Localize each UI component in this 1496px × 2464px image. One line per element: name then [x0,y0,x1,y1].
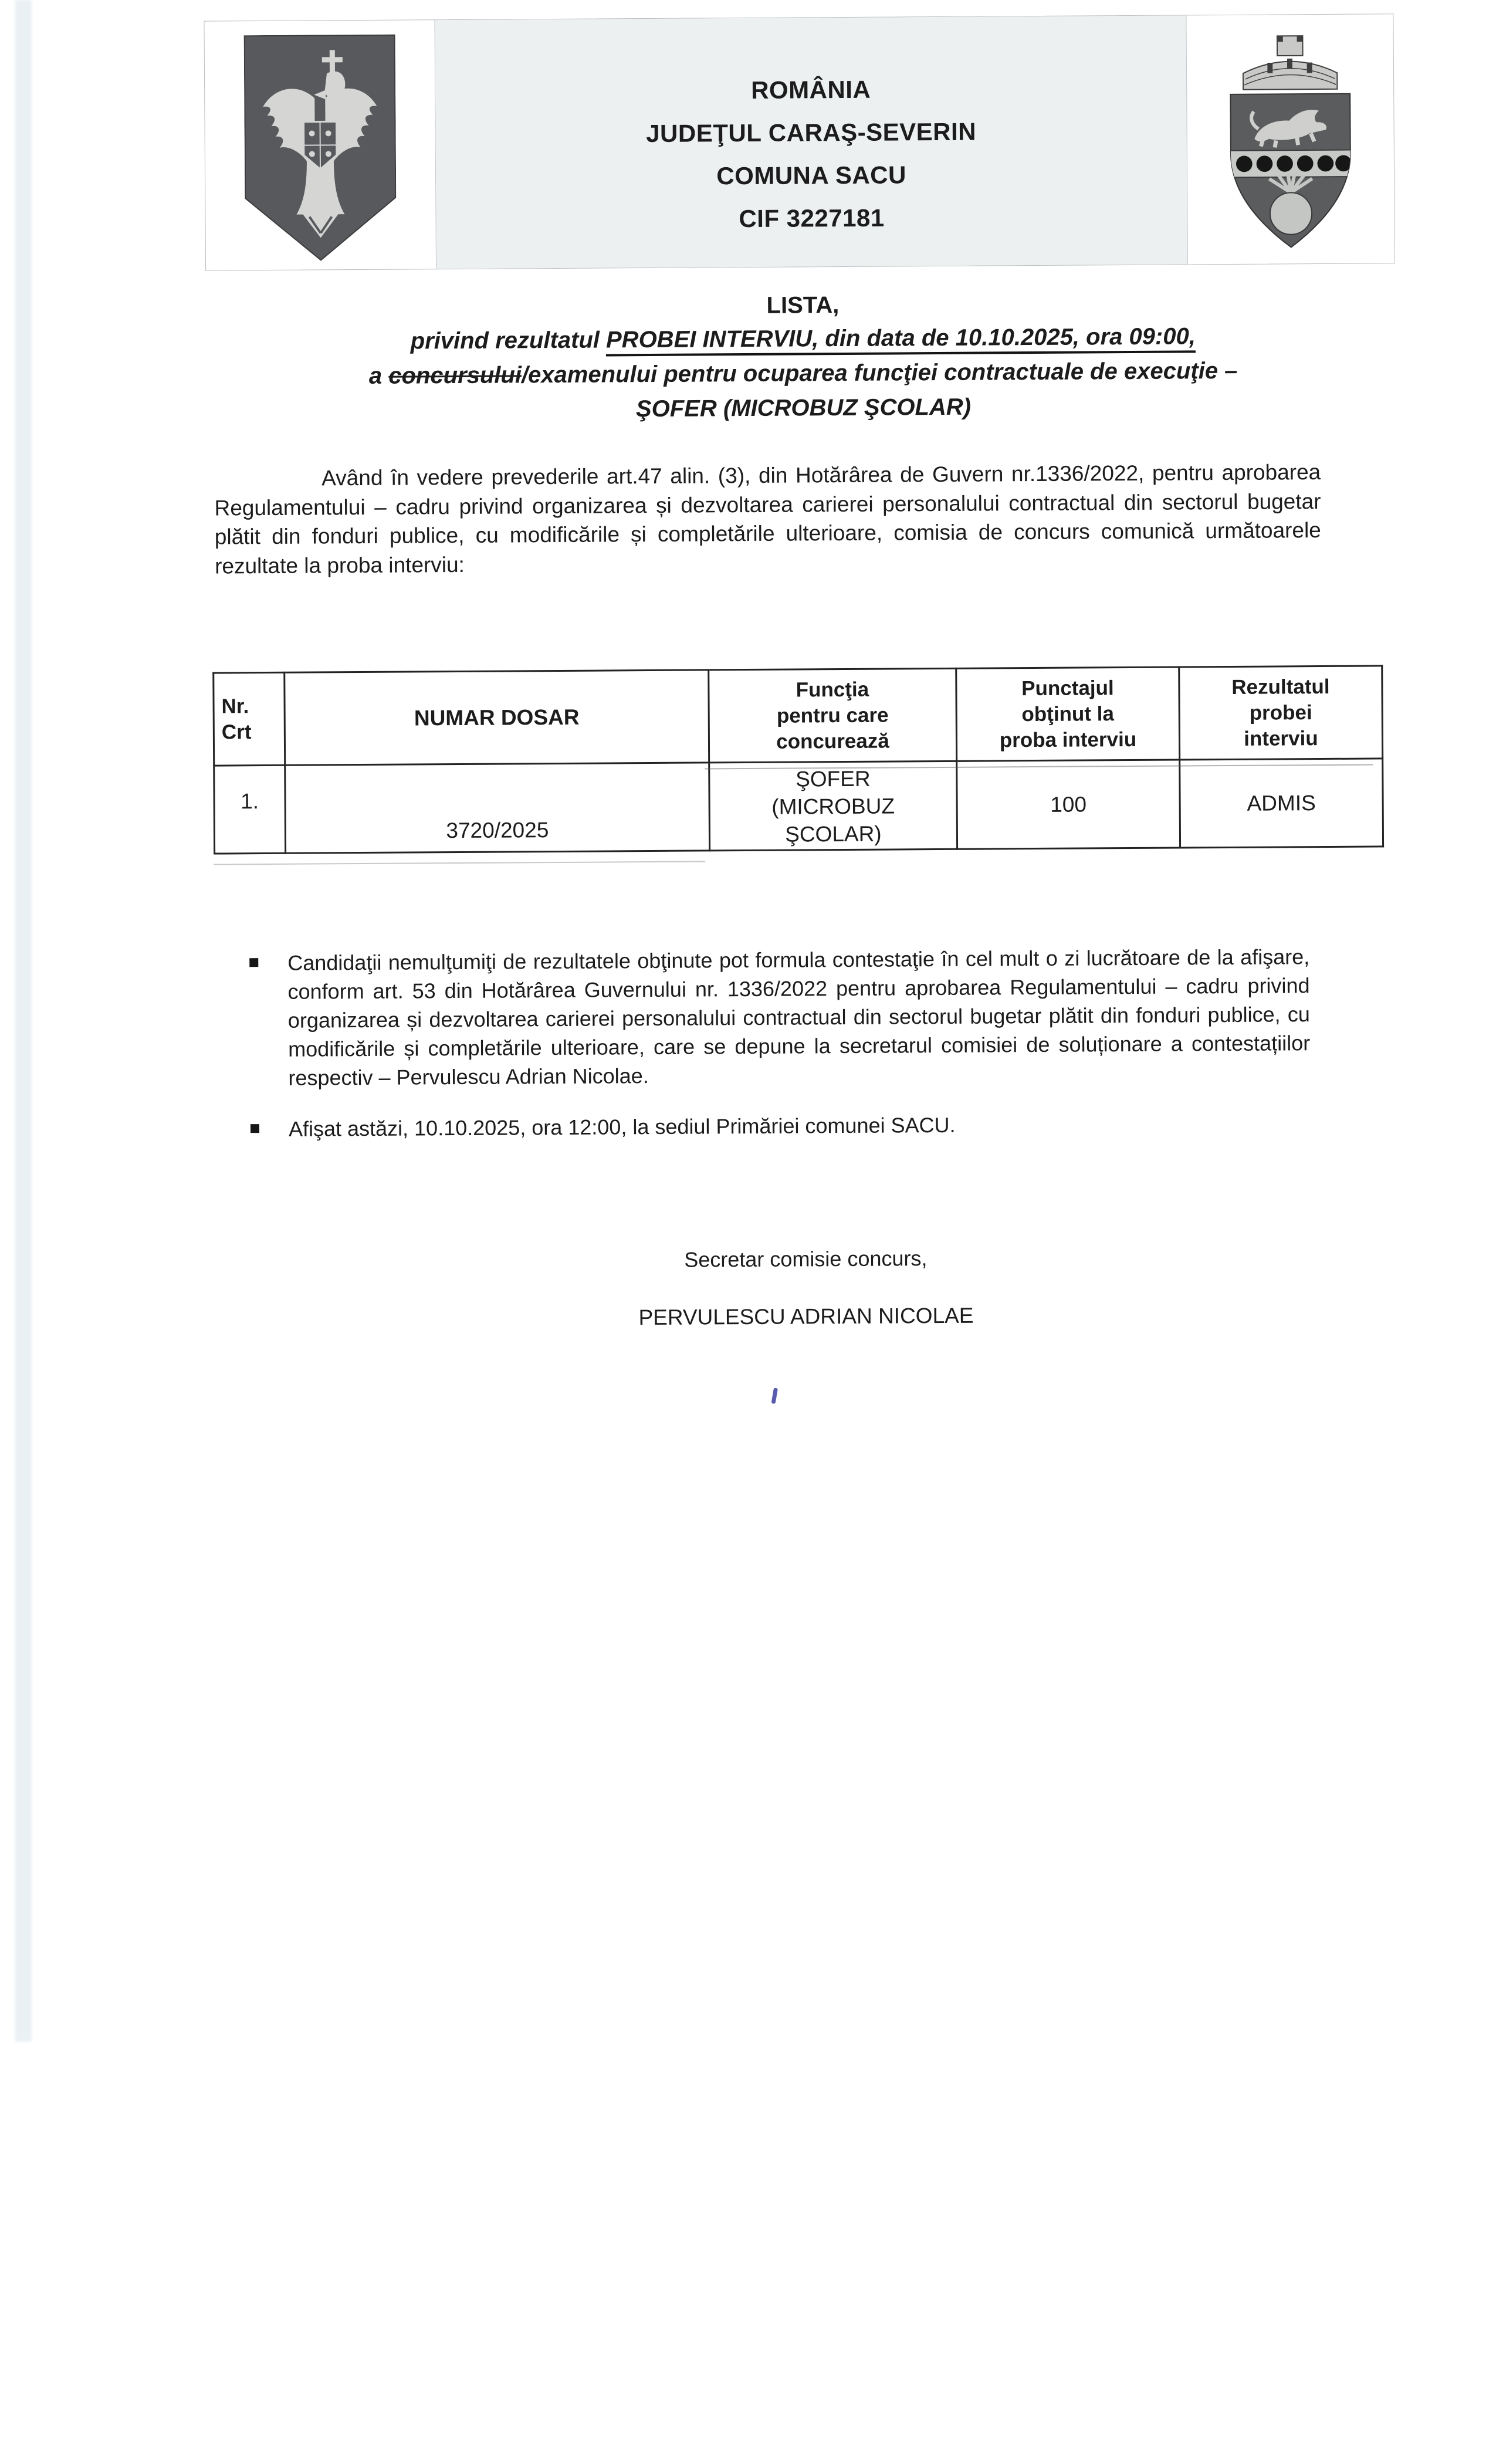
square-bullet-icon [249,958,258,967]
romania-coat-of-arms-icon [244,35,397,262]
signature-name: PERVULESCU ADRIAN NICOLAE [638,1303,974,1330]
letterhead-commune: COMUNA SACU [716,161,907,190]
cell-rezultat: ADMIS [1247,790,1316,815]
title-line-3 [214,354,1393,392]
list-item [251,1108,1311,1143]
posting-note: Afişat astăzi, 10.10.2025, ora 12:00, la sediul Primăriei comunei SACU. [288,1112,956,1141]
cell-nr-crt: 1. [241,788,259,813]
cell-numar-dosar: 3720/2025 [446,818,549,843]
letterhead-left-cell [204,20,436,270]
col-header-punctaj: Punctajul obţinut la proba interviu [999,676,1137,752]
letterhead-box [204,13,1395,270]
title-line-2 [214,320,1393,357]
results-table [212,665,1384,854]
title-line3-struck-word: concursului [388,362,522,389]
square-bullet-icon [251,1124,259,1133]
title-lista: LISTA, [766,292,840,319]
list-item [249,942,1310,1092]
letterhead-text-cell [435,15,1188,269]
title-line3-prefix: a [368,363,389,389]
title-line3-rest: /examenului pentru ocuparea funcţiei contractuale de execuţie – [521,357,1238,388]
notes-list [249,942,1311,1143]
results-table-wrap [212,665,1373,854]
scan-line-artifact [214,861,705,865]
intro-paragraph: Având în vedere prevederile art.47 alin. (3), din Hotărârea de Guvern nr.1336/2022, pentru aprobarea Regulamentului – cadru privind organizarea și dezvoltarea carierei personalului contractual din sectorul bugetar plătit din fonduri publice, cu modificările și completările ulterioare, comisia de concurs comunică următoarele rezultate la proba interviu: [214,460,1321,578]
title-line2-prefix: privind rezultatul [410,327,607,354]
col-header-functia: Funcţia pentru care concurează [776,678,889,753]
blue-pen-mark [771,1387,778,1404]
col-header-rezultat: Rezultatul probei interviu [1231,675,1330,750]
table-header-row [214,666,1383,766]
sacu-commune-coat-of-arms-icon [1221,31,1360,252]
table-row [214,759,1383,854]
title-line-4: ŞOFER (MICROBUZ ŞCOLAR) [635,394,972,422]
letterhead-right-cell [1186,14,1395,264]
document-title [213,287,1393,427]
letterhead-county: JUDEŢUL CARAŞ-SEVERIN [646,117,977,148]
cell-functia: ŞOFER (MICROBUZ ŞCOLAR) [771,766,895,847]
col-header-numar-dosar: NUMAR DOSAR [414,705,580,730]
signature-role: Secretar comisie concurs, [684,1246,928,1272]
contestation-note: Candidaţii nemulţumiţi de rezultatele obţinute pot formula contestaţie în cel mult o zi lucrătoare de la afişare, conform art. 53 din Hotărârea Guvernului nr. 1336/2022 pentru aprobarea Regulamentului – cadru privind organizarea și dezvoltarea carierei personalului contractual din sectorul bugetar plătit din fonduri publice, cu modificările și completările ulterioare, care se depune la secretarul comisiei de soluționare a contestațiilor respectiv – Pervulescu Adrian Nicolae. [287,945,1311,1090]
letterhead-country: ROMÂNIA [750,75,871,104]
title-line2-underlined: PROBEI INTERVIU, din data de 10.10.2025, ora 09:00, [606,323,1196,356]
letterhead-cif: CIF 3227181 [739,204,885,233]
cell-punctaj: 100 [1050,791,1087,817]
col-header-nr-crt: Nr. Crt [221,694,252,743]
